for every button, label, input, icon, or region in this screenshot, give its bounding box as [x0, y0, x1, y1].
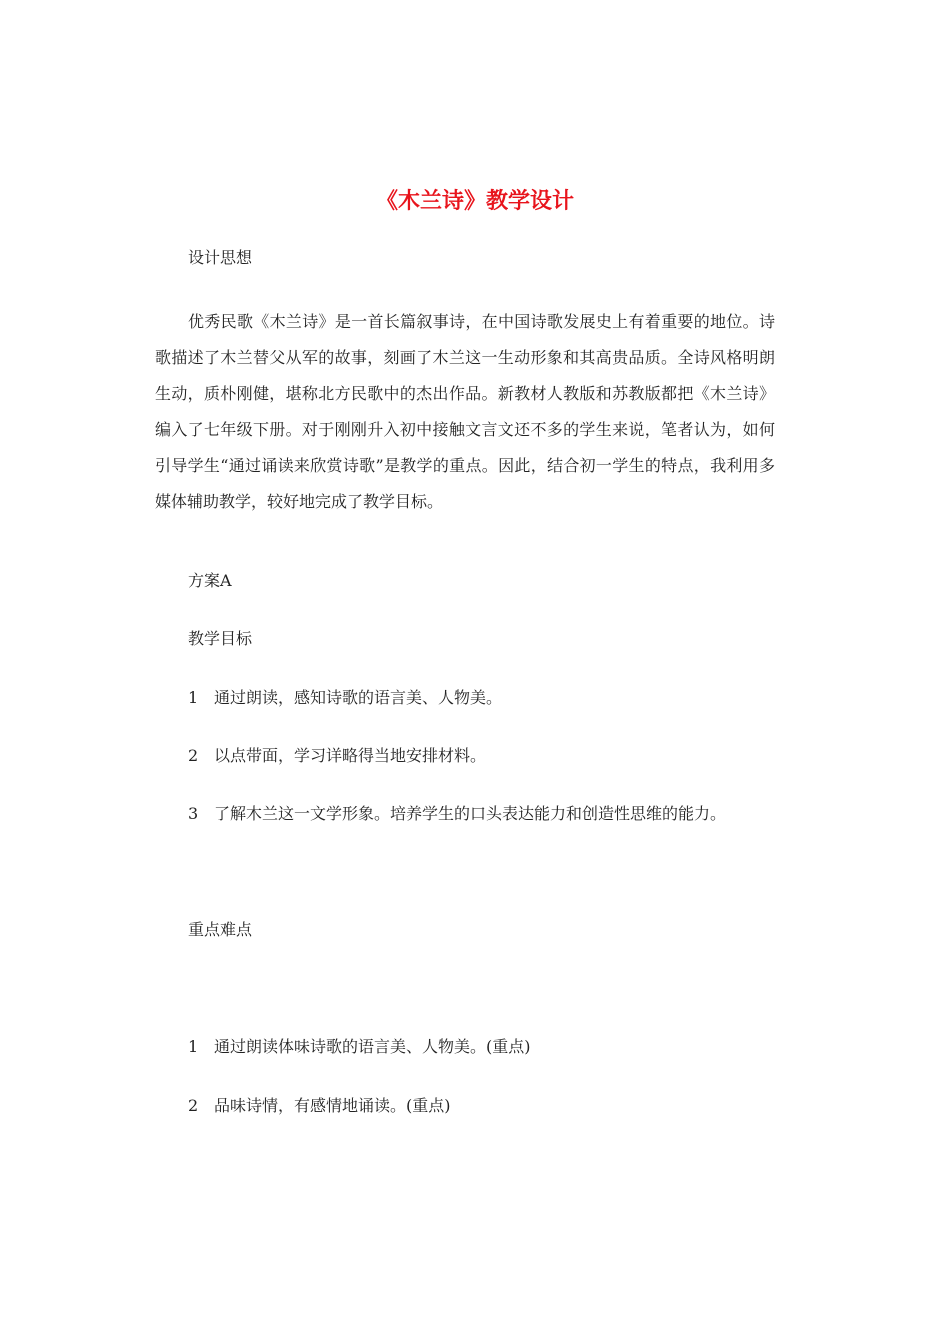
objective-item: [188, 746, 486, 766]
section-heading-key-points: 重点难点: [188, 920, 253, 939]
section-heading-design: 设计思想: [188, 248, 253, 267]
key-point-number: 2: [188, 1096, 199, 1115]
objective-number: 1: [188, 688, 199, 707]
objective-text: 了解木兰这一文学形象。培养学生的口头表达能力和创造性思维的能力。: [214, 804, 727, 823]
key-point-number: 1: [188, 1037, 199, 1056]
objective-text: 以点带面，学习详略得当地安排材料。: [214, 746, 487, 765]
objective-item: [188, 804, 726, 824]
key-point-item: [188, 1096, 451, 1116]
plan-label: 方案A: [188, 571, 232, 590]
document-title: 《木兰诗》教学设计: [375, 189, 574, 214]
objective-text: 通过朗读，感知诗歌的语言美、人物美。: [214, 688, 503, 707]
key-point-text: 通过朗读体味诗歌的语言美、人物美。(重点): [214, 1037, 531, 1056]
objective-item: [188, 688, 502, 708]
design-paragraph: 优秀民歌《木兰诗》是一首长篇叙事诗，在中国诗歌发展史上有着重要的地位。诗歌描述了木兰替父从军的故事，刻画了木兰这一生动形象和其高贵品质。全诗风格明朗生动，质朴刚健，堪称北方民歌中的杰出作品。新教材人教版和苏教版都把《木兰诗》编入了七年级下册。对于刚刚升入初中接触文言文还不多的学生来说，笔者认为，如何引导学生“通过诵读来欣赏诗歌”是教学的重点。因此，结合初一学生的特点，我利用多媒体辅助教学，较好地完成了教学目标。: [155, 312, 775, 511]
objective-number: 2: [188, 746, 199, 765]
section-heading-objectives: 教学目标: [188, 629, 253, 648]
key-point-item: [188, 1037, 531, 1057]
objective-number: 3: [188, 804, 199, 823]
key-point-text: 品味诗情，有感情地诵读。(重点): [214, 1096, 451, 1115]
